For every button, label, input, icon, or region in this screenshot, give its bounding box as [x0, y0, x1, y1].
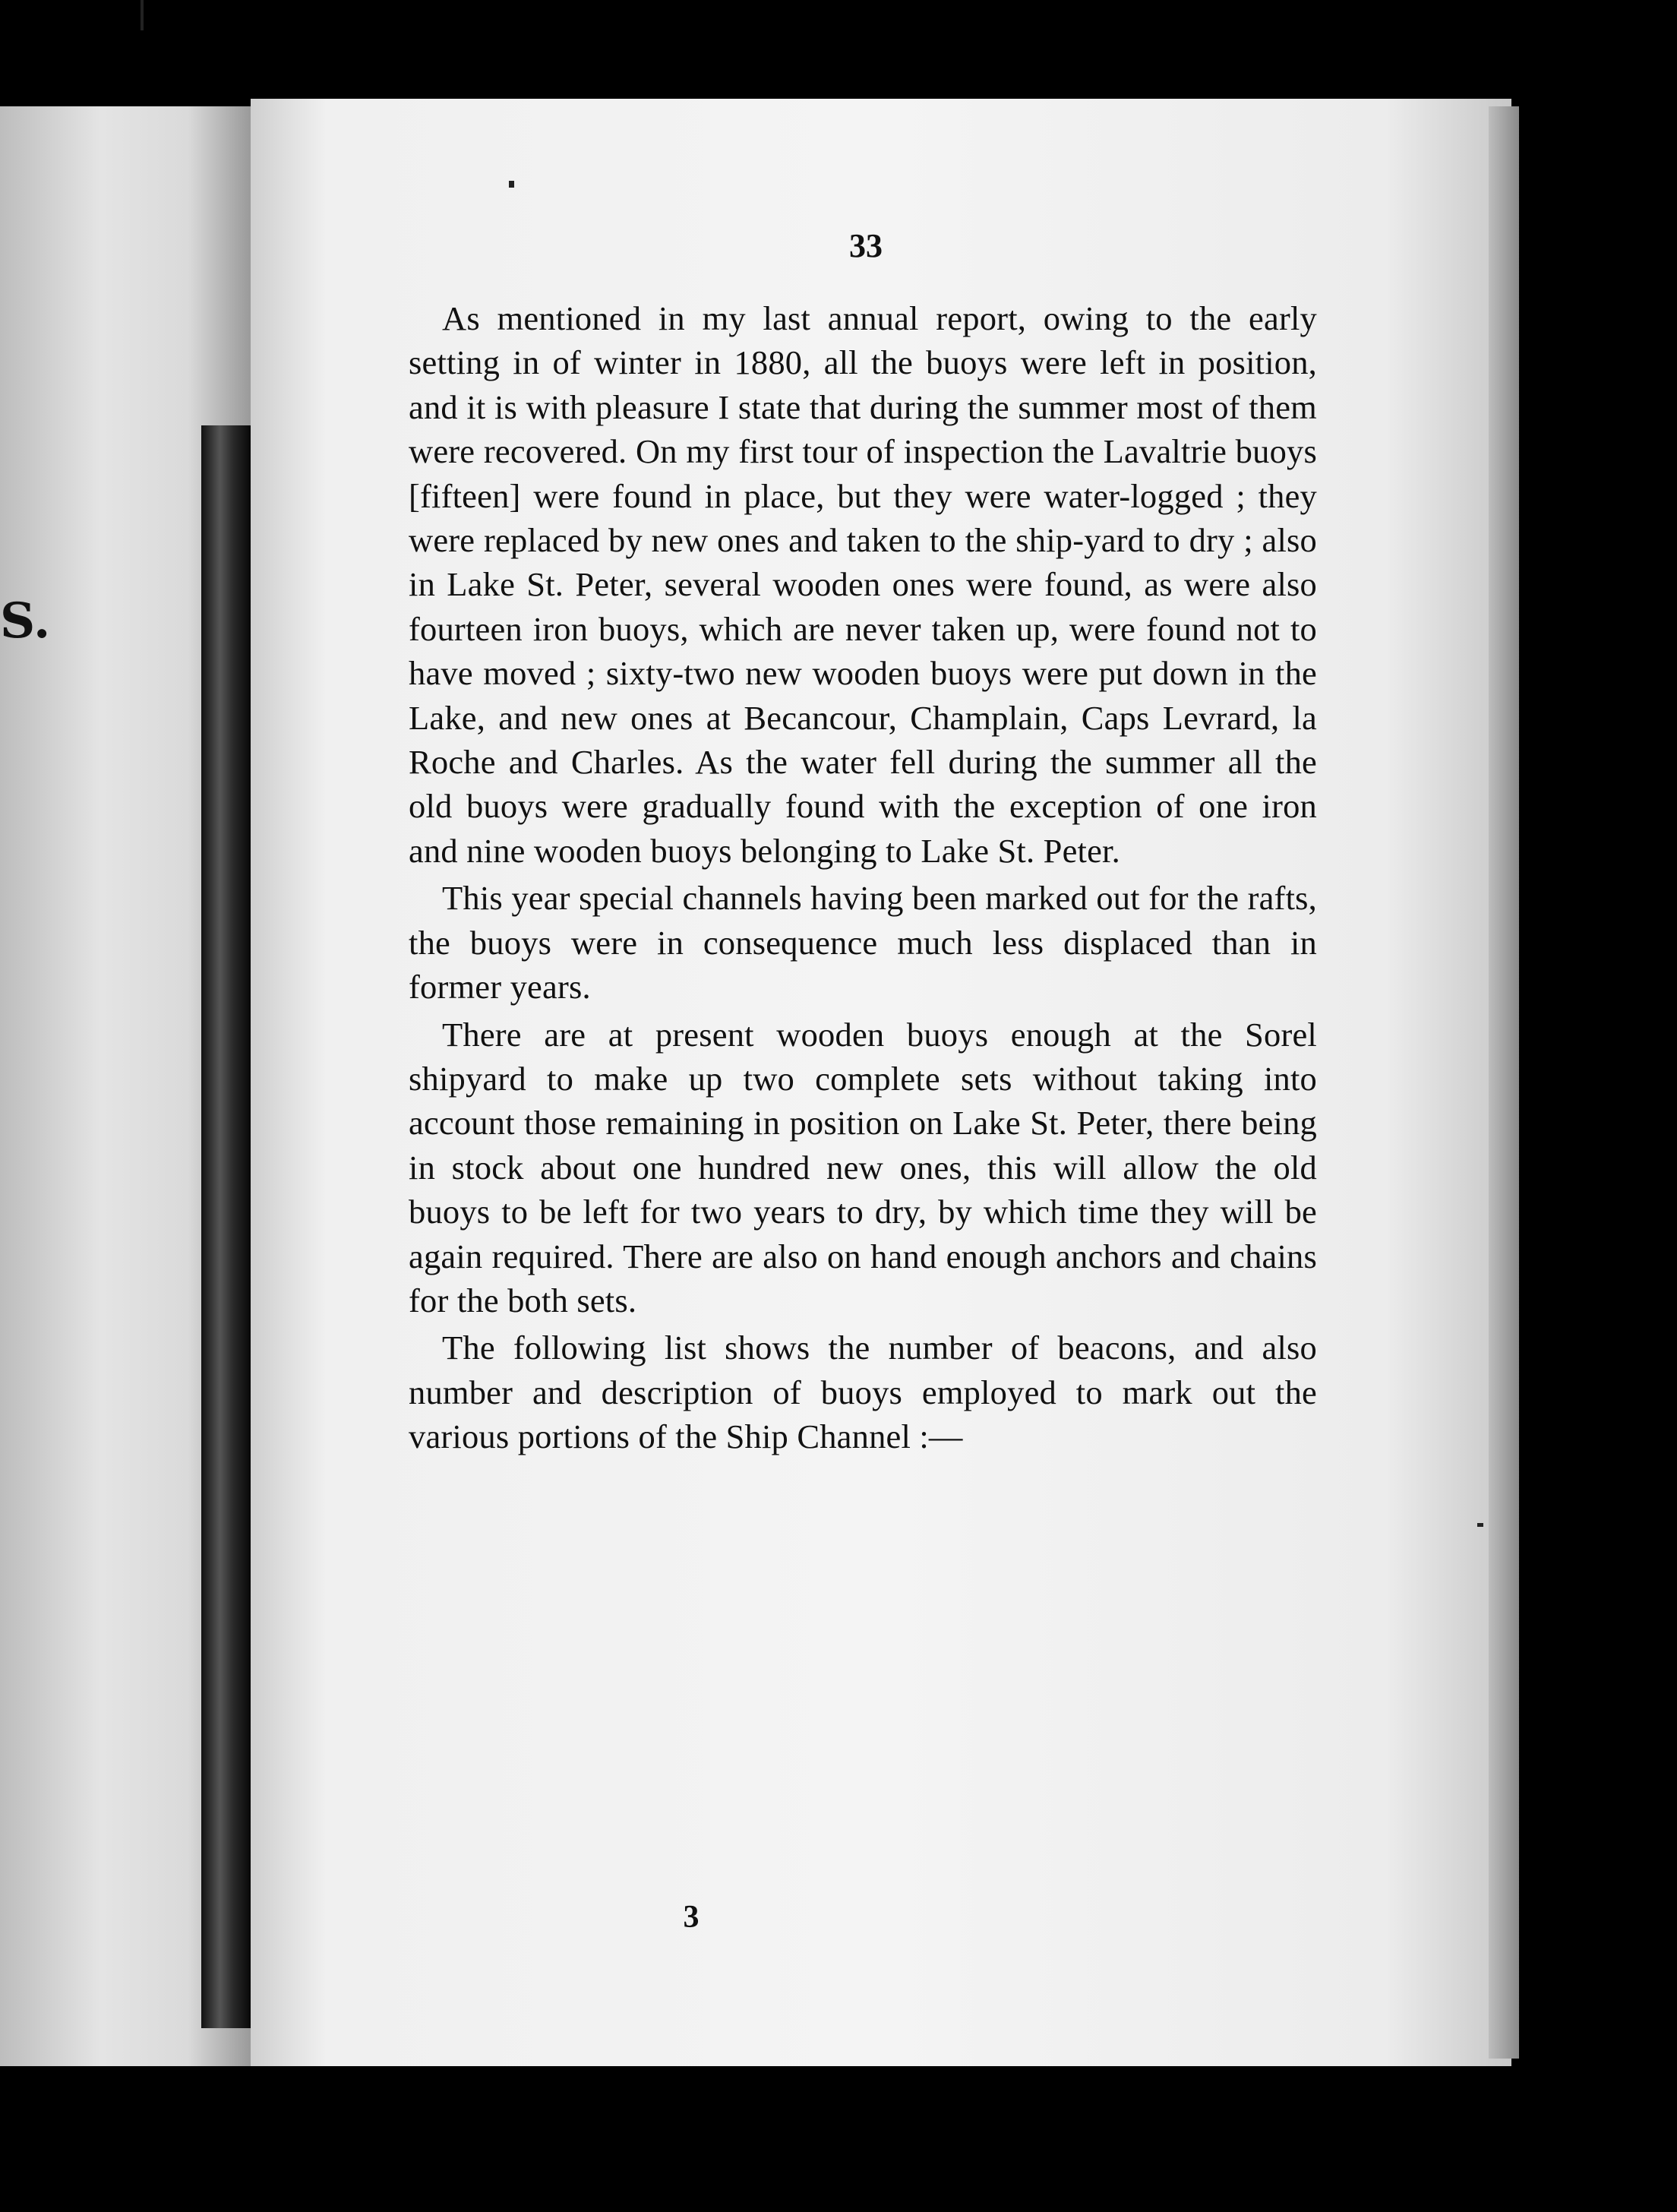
paragraph: This year special channels having been marked out for the rafts, the buoys were in consequence much less displaced than in former years.	[409, 879, 1317, 1006]
page-number: 33	[849, 227, 883, 264]
paragraph: As mentioned in my last annual report, owing to the early setting in of winter in 1880, all the buoys were left in position, and it is with pleasure I state that during the summer most of them were recovered. On my first tour of inspection the Lavaltrie buoys [fifteen] were found in place, but they were water-logged ; they were replaced by new ones and taken to the ship-yard to dry ; also in Lake St. Peter, several wooden ones were found, as were also fourteen iron buoys, which are never taken up, were found not to have moved ; sixty-two new wooden buoys were put down in the Lake, and new ones at Becancour, Champlain, Caps Levrard, la Roche and Charles. As the water fell during the summer all the old buoys were gradually found with the exception of one iron and nine wooden buoys belonging to Lake St. Peter.	[409, 299, 1317, 870]
scan-speck	[1477, 1523, 1483, 1527]
signature-mark: 3	[683, 1900, 700, 1935]
scan-speck	[141, 0, 144, 30]
paragraph: There are at present wooden buoys enough at the Sorel shipyard to make up two complete sets without taking into account those remaining in position on Lake St. Peter, there being in stock about one hundred new ones, this will allow the old buoys to be left for two years to dry, by which time they will be again required. There are also on hand enough anchors and chains for the both sets.	[409, 1015, 1317, 1319]
body-text	[409, 296, 1317, 1459]
right-page-edge	[1489, 106, 1519, 2059]
book-gutter	[201, 425, 254, 2028]
left-page-text-fragment: S.	[0, 592, 51, 649]
scan-speck	[509, 181, 514, 188]
paragraph: The following list shows the number of beacons, and also number and description of buoys employed to mark out the various portions of the Ship Channel :—	[409, 1329, 1317, 1456]
